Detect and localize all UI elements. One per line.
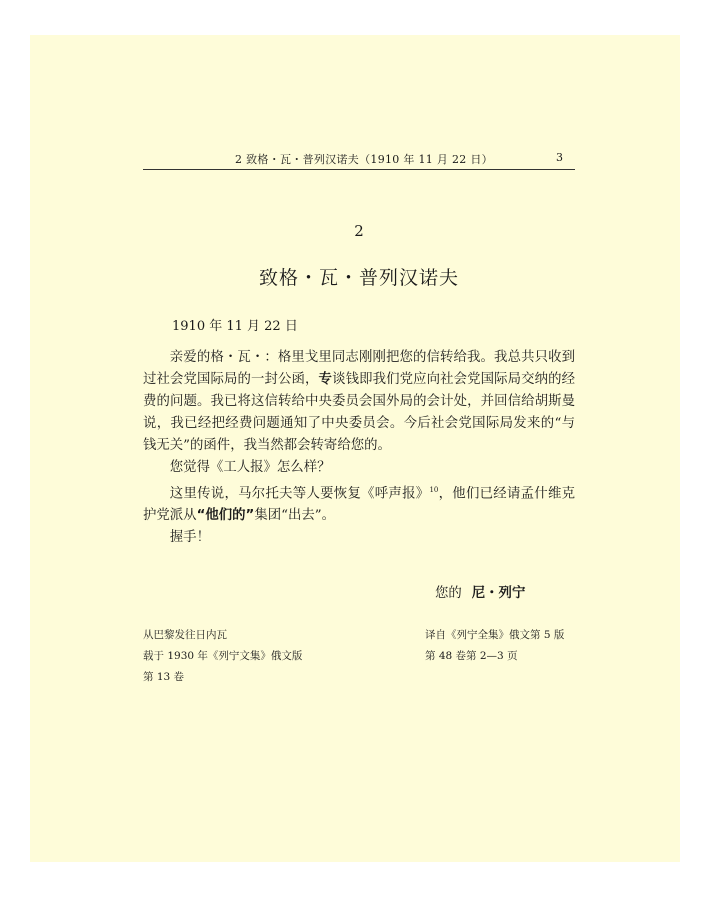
footnote-ref[interactable]: 10 <box>429 486 439 494</box>
running-header-title: 2 致格・瓦・普列汉诺夫（1910 年 11 月 22 日） <box>235 153 493 166</box>
signature-prefix: 您的 <box>435 586 462 601</box>
note-line: 从巴黎发往日内瓦 <box>143 629 227 641</box>
paragraph-3: 这里传说，马尔托夫等人要恢复《呼声报》$^{10}$，他们已经请孟什维克护党派从“他们的”集团“出去”。 <box>143 486 576 524</box>
note-line: 译自《列宁全集》俄文第 5 版 <box>425 629 565 641</box>
paragraph-4: 握手！ <box>169 530 210 546</box>
source-notes-left <box>143 625 302 688</box>
note-line: 第 48 卷第 2—3 页 <box>425 650 518 662</box>
note-line: 第 13 卷 <box>143 671 185 683</box>
running-header <box>143 149 575 170</box>
letter-body <box>143 347 575 549</box>
paragraph-1: 亲爱的格・瓦・：格里戈里同志刚刚把您的信转给我。我总共只收到过社会党国际局的一封公函，专谈钱即我们党应向社会党国际局交纳的经费的问题。我已将这信转给中央委员会国外局的会计处，并回信给胡斯曼说，我已经把经费问题通知了中央委员会。今后社会党国际局发来的“与钱无关”的函件，我当然都会转寄给您的。 <box>143 350 576 453</box>
signature <box>435 582 525 601</box>
emphasis: 专 <box>318 372 333 387</box>
letter-date: 1910 年 11 月 22 日 <box>172 319 298 334</box>
source-notes-right <box>425 625 564 667</box>
page-number: 3 <box>556 151 563 164</box>
paragraph-2: 您觉得《工人报》怎么样？ <box>169 460 331 475</box>
note-line: 载于 1930 年《列宁文集》俄文版 <box>143 650 303 662</box>
emphasis: “他们的” <box>196 508 255 524</box>
letter-title: 致格・瓦・普列汉诺夫 <box>258 267 459 289</box>
letter-number: 2 <box>354 222 364 240</box>
signature-name: 尼・列宁 <box>471 586 526 601</box>
